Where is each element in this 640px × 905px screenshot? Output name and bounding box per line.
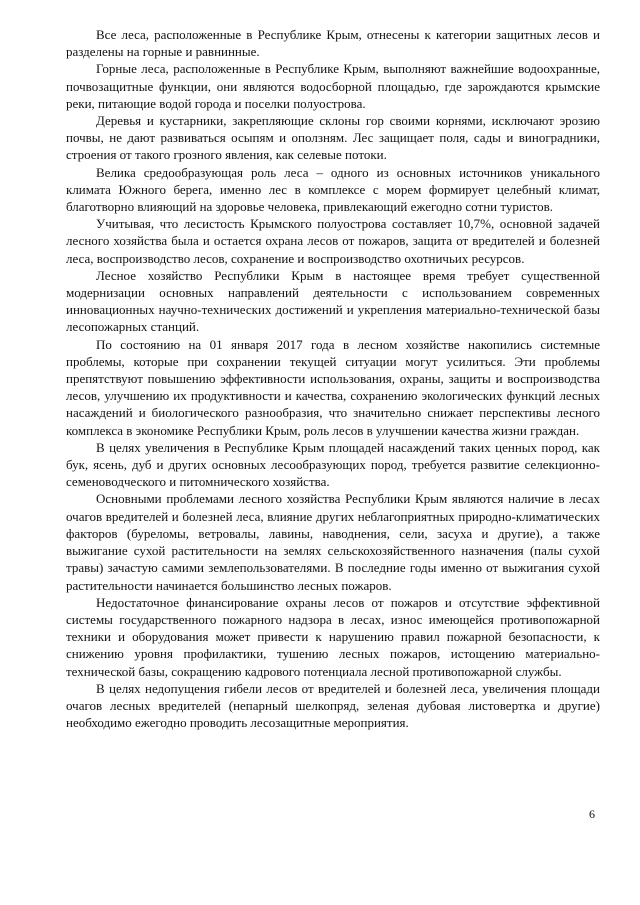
paragraph-4: Велика средообразующая роль леса – одного из основных источников уникального климата Южного берега, именно лес в комплексе с морем формирует целебный климат, благотворно влияющий на здоровье человека, привлекающий ежегодно сотни туристов.: [66, 164, 600, 215]
paragraph-11: В целях недопущения гибели лесов от вредителей и болезней леса, увеличения площади очагов лесных вредителей (непарный шелкопряд, зеленая дубовая листовертка и другие) необходимо ежегодно проводить лесозащитные мероприятия.: [66, 680, 600, 731]
page-number: 6: [589, 807, 595, 821]
paragraph-6: Лесное хозяйство Республики Крым в настоящее время требует существенной модернизации основных направлений деятельности с использованием современных инновационных научно-технических достижений и укрепления материально-технической базы лесопожарных станций.: [66, 267, 600, 335]
paragraph-10: Недостаточное финансирование охраны лесов от пожаров и отсутствие эффективной системы государственного пожарного надзора в лесах, износ имеющейся противопожарной техники и оборудования может привести к нарушению правил пожарной безопасности, к снижению уровня профилактики, тушению лесных пожаров, истощению материально-технической базы, сокращению кадрового потенциала лесной противопожарной службы.: [66, 594, 600, 679]
paragraph-5: Учитывая, что лесистость Крымского полуострова составляет 10,7%, основной задачей лесного хозяйства была и остается охрана лесов от пожаров, защита от вредителей и болезней леса, воспроизводство лесов, сохранение и воспроизводство охотничьих ресурсов.: [66, 216, 600, 266]
paragraph-7: По состоянию на 01 января 2017 года в лесном хозяйстве накопились системные проблемы, которые при сохранении текущей ситуации могут усилиться. Эти проблемы препятствуют повышению эффективности использования, охраны, защиты и воспроизводства лесов, улучшению их продуктивности и качества, сохранению экологических функций лесных насаждений и биологического разнообразия, что значительно снижает перспективы лесного комплекса в экономике Республики Крым, роль лесов в улучшении качества жизни граждан.: [66, 336, 600, 438]
body-text: [66, 26, 600, 731]
paragraph-2: Горные леса, расположенные в Республике Крым, выполняют важнейшие водоохранные, почвозащитные функции, они являются водосборной площадью, где зарождаются крымские реки, питающие водой города и поселки полуострова.: [66, 61, 600, 111]
paragraph-8: В целях увеличения в Республике Крым площадей насаждений таких ценных пород, как бук, ясень, дуб и других основных лесообразующих пород, требуется развитие селекционно-семеноводческого и питомнического хозяйства.: [66, 439, 600, 490]
paragraph-9: Основными проблемами лесного хозяйства Республики Крым являются наличие в лесах очагов вредителей и болезней леса, влияние других неблагоприятных природно-климатических факторов (буреломы, ветровалы, лавины, наводнения, сели, засуха и другие), а также выжигание сухой растительности на землях сельскохозяйственного назначения (палы сухой травы) зачастую самими землепользователями. В последние годы именно от выжигания сухой растительности начинается большинство лесных пожаров.: [66, 491, 600, 593]
paragraph-1: Все леса, расположенные в Республике Крым, отнесены к категории защитных лесов и разделены на горные и равнинные.: [66, 27, 600, 60]
paragraph-3: Деревья и кустарники, закрепляющие склоны гор своими корнями, исключают эрозию почвы, не дают развиваться осыпям и оползням. Лес защищает поля, сады и виноградники, строения от такого грозного явления, как селевые потоки.: [66, 113, 600, 163]
